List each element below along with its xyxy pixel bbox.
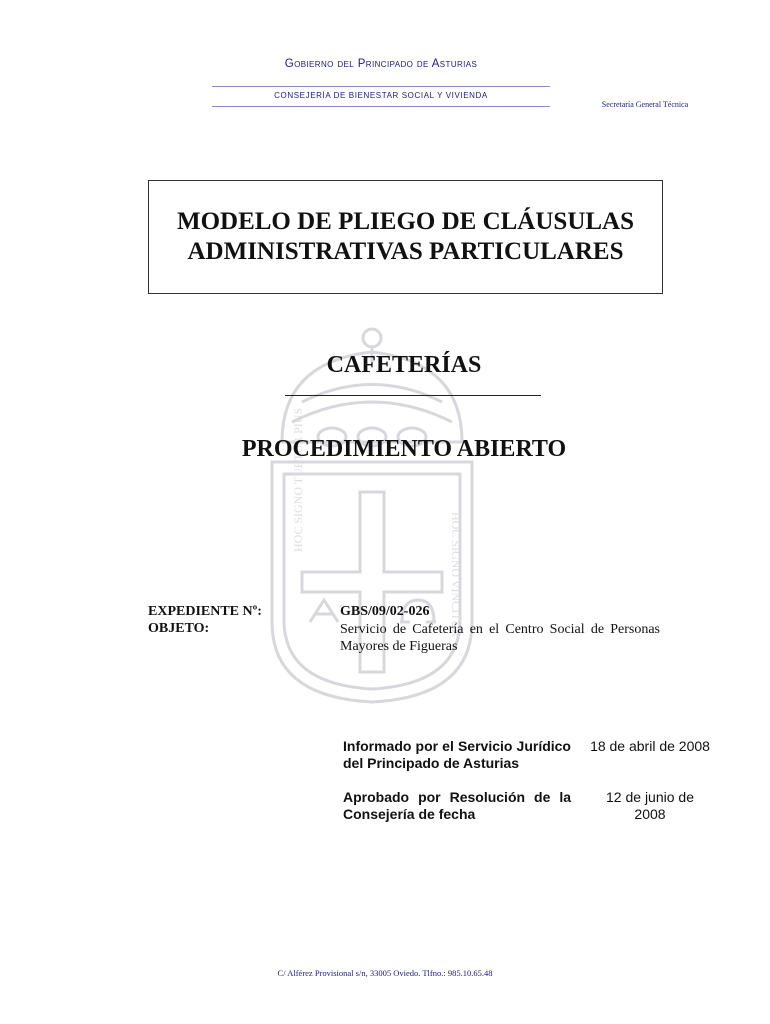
svg-text:HOC SIGNO TUETUR PIUS: HOC SIGNO TUETUR PIUS xyxy=(291,407,305,552)
document-title-box xyxy=(148,180,663,294)
address-footer: C/ Alférez Provisional s/n, 33005 Oviedo. Tlfno.: 985.10.65.48 xyxy=(277,968,493,978)
approved-date-line-1: 12 de junio de xyxy=(606,789,694,805)
approved-date-line-2: 2008 xyxy=(634,806,666,822)
government-header: Gobierno del Principado de Asturias xyxy=(284,58,478,70)
department-header: CONSEJERÍA DE BIENESTAR SOCIAL Y VIVIENDA xyxy=(274,91,488,100)
header-divider-top xyxy=(212,86,550,87)
informed-by-label: Informado por el Servicio Jurídico del Principado de Asturias xyxy=(343,738,571,771)
document-title-line-2: ADMINISTRATIVAS PARTICULARES xyxy=(187,238,624,265)
informed-date: 18 de abril de 2008 xyxy=(590,738,710,754)
subject-underline xyxy=(285,395,541,396)
subject-heading: CAFETERÍAS xyxy=(326,352,482,378)
objeto-label: OBJETO: xyxy=(148,621,210,636)
header-divider-bottom xyxy=(212,106,550,107)
expediente-label: EXPEDIENTE Nº: xyxy=(148,604,262,619)
approved-by-label: Aprobado por Resolución de la Consejería de fecha xyxy=(343,789,571,822)
procedure-heading: PROCEDIMIENTO ABIERTO xyxy=(241,436,567,462)
secretariat-label: Secretaría General Técnica xyxy=(601,100,689,109)
objeto-value: Servicio de Cafetería en el Centro Social de Personas Mayores de Figueras xyxy=(340,622,660,654)
expediente-value: GBS/09/02-026 xyxy=(340,604,430,619)
svg-text:HOC SIGNO VINCITUR: HOC SIGNO VINCITUR xyxy=(449,512,463,638)
document-title-line-1: MODELO DE PLIEGO DE CLÁUSULAS xyxy=(176,208,635,235)
